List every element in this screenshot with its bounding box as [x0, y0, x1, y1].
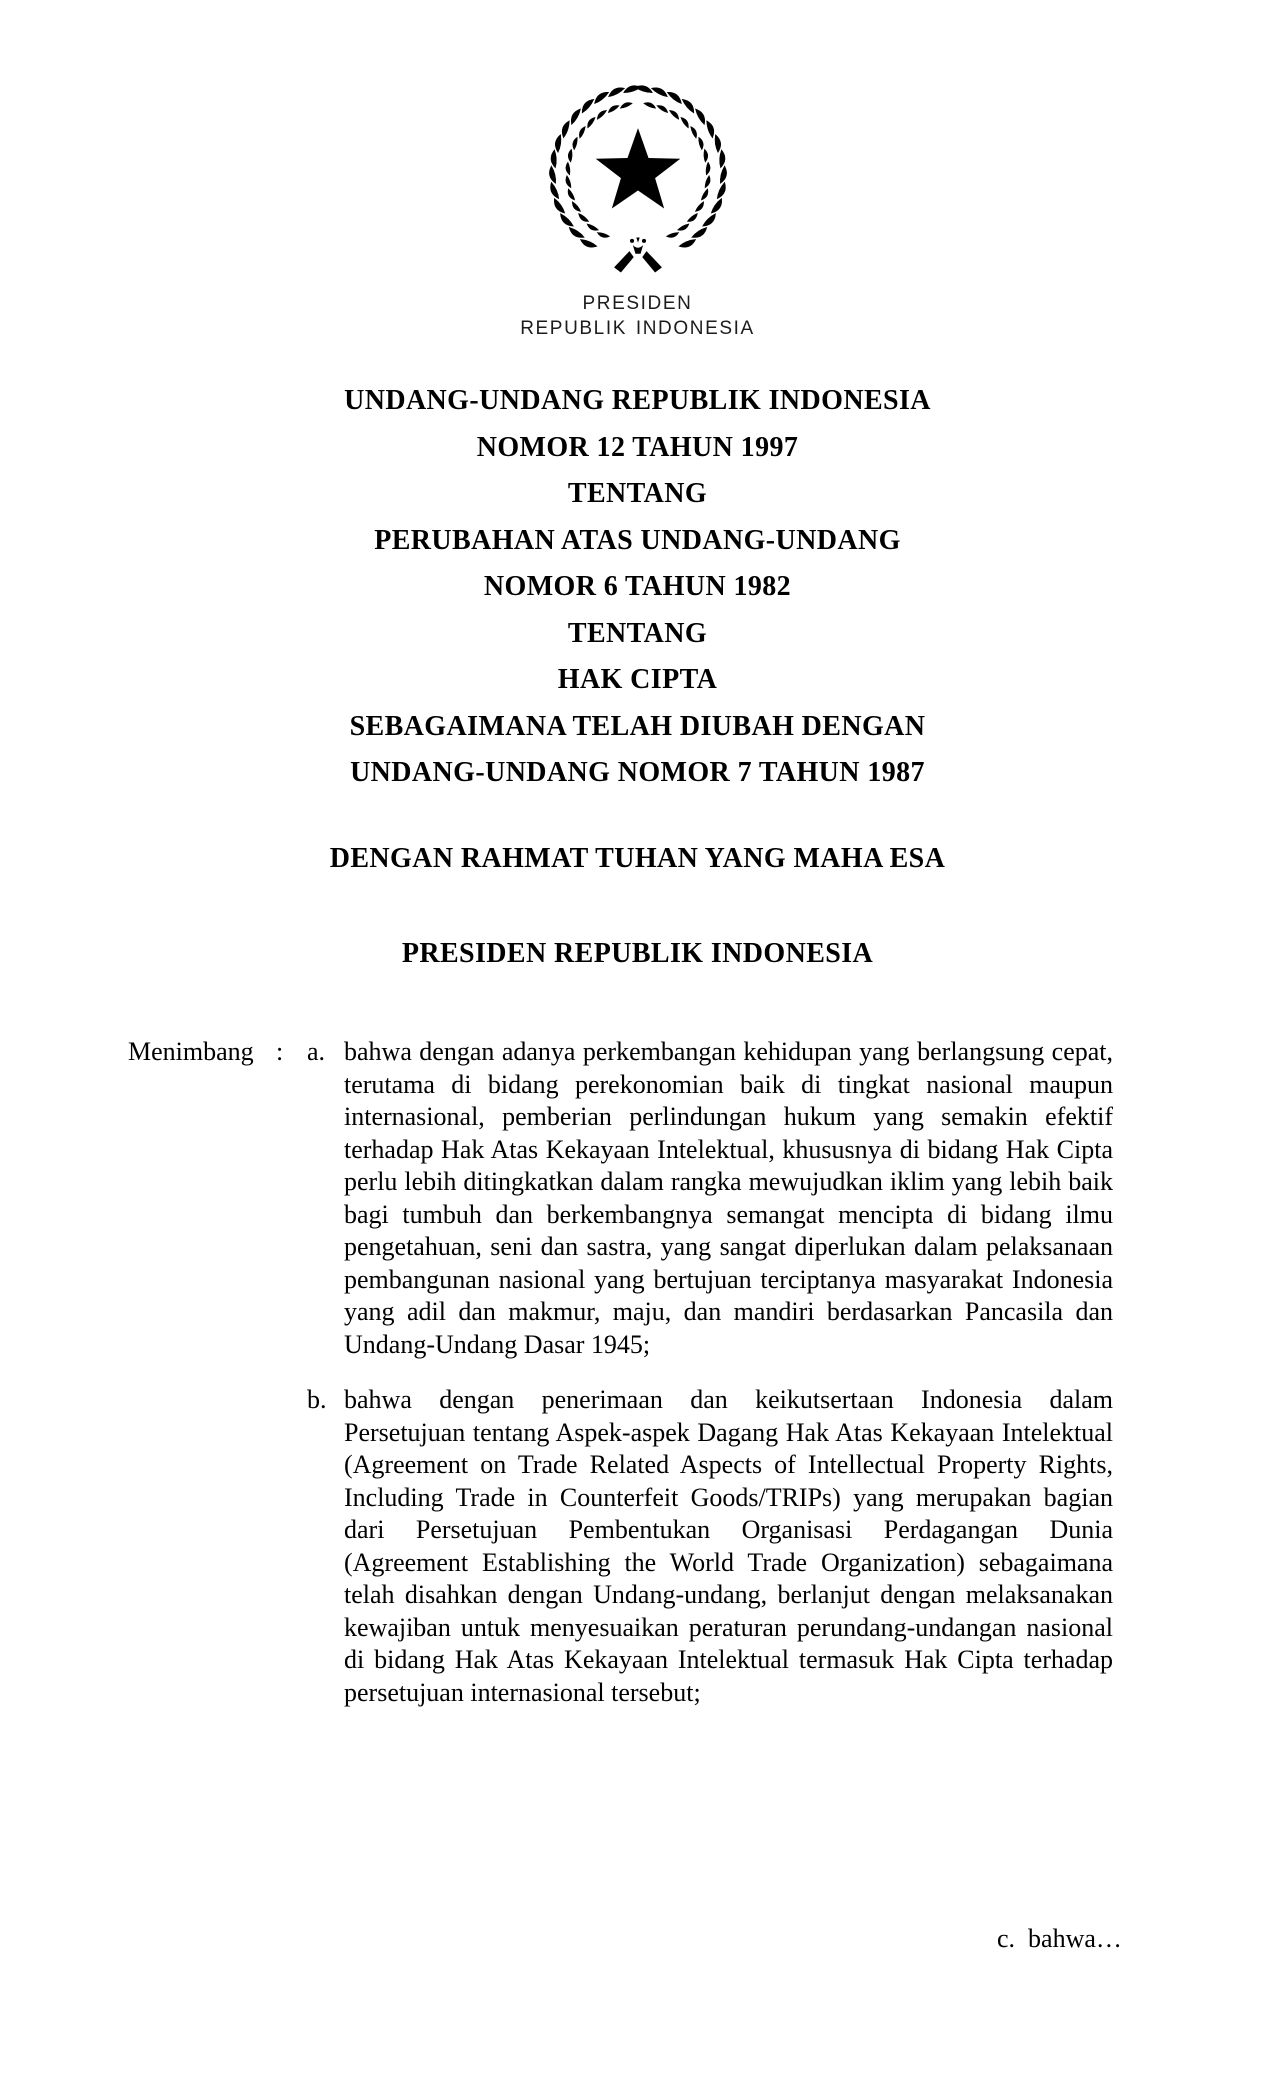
item-marker-a: a. [307, 1037, 326, 1066]
title-line-hak-cipta: HAK CIPTA [557, 664, 718, 695]
letterhead-presiden: PRESIDEN [582, 293, 693, 314]
title-line-law-name: UNDANG-UNDANG REPUBLIK INDONESIA [344, 385, 931, 416]
title-line-tentang-1: TENTANG [567, 478, 708, 509]
consideration-item-a [307, 1036, 1113, 1361]
catchword-next-item: c. bahwa… [997, 1924, 1122, 1953]
title-line-sebagaimana: SEBAGAIMANA TELAH DIUBAH DENGAN [349, 710, 926, 742]
considerations-label: Menimbang [128, 1037, 254, 1066]
title-line-nomor-7-1987: UNDANG-UNDANG NOMOR 7 TAHUN 1987 [350, 757, 925, 788]
item-text-a: bahwa dengan adanya perkembangan kehidupan yang berlangsung cepat, terutama di bidang perekonomian baik di tingkat nasional maupun internasional, pemberian perlindungan hukum yang semakin efektif terhadap Hak Atas Kekayaan Intelektual, khususnya di bidang Hak Cipta perlu lebih ditingkatkan dalam rangka mewujudkan iklim yang lebih baik bagi tumbuh dan berkembangnya semangat mencipta di bidang ilmu pengetahuan, seni dan sastra, yang sangat diperlukan dalam pelaksanaan pembangunan nasional yang bertujuan terciptanya masyarakat Indonesia yang adil dan makmur, maju, dan mandiri berdasarkan Pancasila dan Undang-Undang Dasar 1945; [344, 1037, 1113, 1359]
letterhead [0, 291, 1275, 341]
body-heading: PRESIDEN REPUBLIK INDONESIA [401, 938, 874, 969]
considerations-list [307, 1036, 1113, 1709]
invocation-line: DENGAN RAHMAT TUHAN YANG MAHA ESA [329, 843, 946, 874]
presidential-seal-icon [544, 80, 732, 277]
law-title-block [0, 378, 1275, 797]
considerations-colon: : [276, 1037, 284, 1066]
title-line-tentang-2: TENTANG [567, 617, 708, 649]
title-line-number-year: NOMOR 12 TAHUN 1997 [476, 431, 799, 463]
letterhead-republik-indonesia: REPUBLIK INDONESIA [520, 318, 755, 339]
title-line-nomor-6-1982: NOMOR 6 TAHUN 1982 [483, 571, 792, 602]
item-marker-b: b. [307, 1385, 327, 1414]
title-line-perubahan: PERUBAHAN ATAS UNDANG-UNDANG [374, 524, 901, 556]
ribbon-bow [614, 237, 662, 272]
considerations-section [128, 1036, 1113, 1709]
emblem-container [0, 80, 1275, 277]
star-shape [595, 128, 680, 208]
consideration-item-b [307, 1384, 1113, 1709]
item-text-b: bahwa dengan penerimaan dan keikutsertaan Indonesia dalam Persetujuan tentang Aspek-aspek Dagang Hak Atas Kekayaan Intelektual (Agreement on Trade Related Aspects of Intellectual Property Rights, Including Trade in Counterfeit Goods/TRIPs) yang merupakan bagian dari Persetujuan Pembentukan Organisasi Perdagangan Dunia (Agreement Establishing the World Trade Organization) sebagaimana telah disahkan dengan Undang-undang, berlanjut dengan melaksanakan kewajiban untuk menyesuaikan peraturan perundang-undangan nasional di bidang Hak Atas Kekayaan Intelektual termasuk Hak Cipta terhadap persetujuan internasional tersebut; [344, 1385, 1113, 1707]
